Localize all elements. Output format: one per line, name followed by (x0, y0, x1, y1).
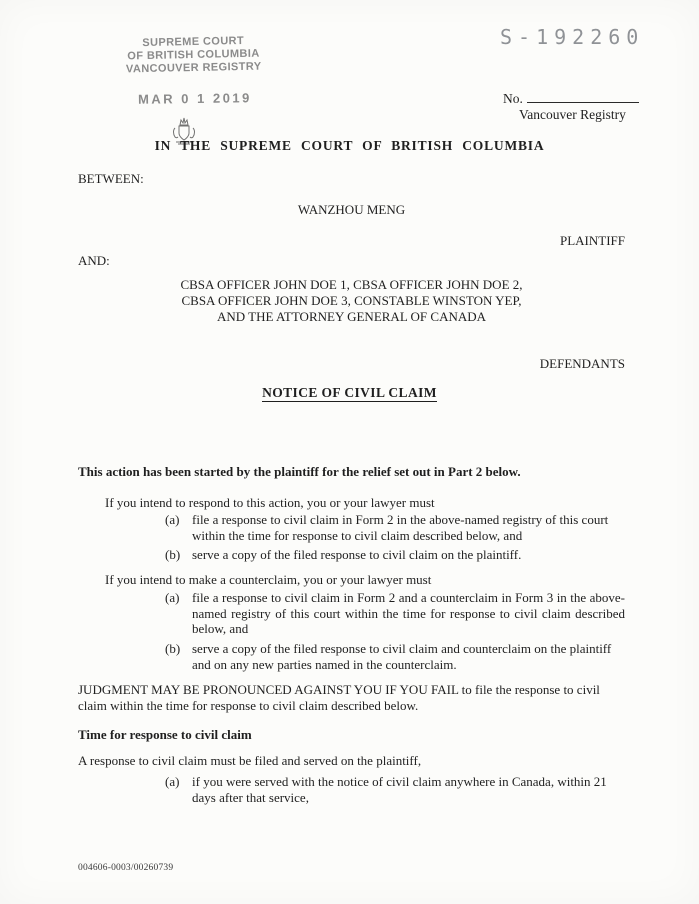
plaintiff-name: WANZHOU MENG (297, 202, 406, 217)
date-stamp: MAR 0 1 2019 (137, 90, 252, 107)
registry-stamp-line1: SUPREME COURT (142, 34, 245, 50)
court-title: IN THE SUPREME COURT OF BRITISH COLUMBIA (154, 138, 545, 153)
defendants-line1: CBSA OFFICER JOHN DOE 1, CBSA OFFICER JOHN DOE 2, (180, 277, 523, 292)
respond-item-a (78, 512, 625, 543)
no-label: No. (503, 91, 523, 106)
counterclaim-item-a-label: (a) (165, 590, 180, 605)
respond-item-a-text: file a response to civil claim in Form 2 in the above-named registry of this court within the time for response to civil claim described below, and (192, 512, 609, 543)
document-title: NOTICE OF CIVIL CLAIM (262, 385, 437, 400)
defendants-role-label: DEFENDANTS (539, 356, 625, 371)
between-label: BETWEEN: (78, 171, 144, 186)
respond-item-b (78, 547, 625, 563)
registry-name: Vancouver Registry (519, 107, 626, 122)
case-number-stamp: S-192260 (500, 25, 645, 49)
registry-stamp-line2: OF BRITISH COLUMBIA (127, 47, 260, 63)
registry-stamp-line3: VANCOUVER REGISTRY (125, 60, 262, 76)
and-label: AND: (78, 253, 110, 268)
counterclaim-lead: If you intend to make a counterclaim, you or your lawyer must (105, 572, 432, 587)
registry-stamp (96, 34, 292, 77)
counterclaim-item-b-text: serve a copy of the filed response to civil claim and counterclaim on the plaintiff and on any new parties named in the counterclaim. (192, 641, 612, 672)
file-number-underline (527, 101, 639, 103)
time-item-a-label: (a) (165, 774, 180, 789)
respond-lead: If you intend to respond to this action, you or your lawyer must (105, 495, 435, 510)
page-footer-file-number: 004606-0003/00260739 (78, 863, 174, 873)
defendants-names (78, 277, 625, 325)
defendants-line2: CBSA OFFICER JOHN DOE 3, CONSTABLE WINSTON YEP, (181, 293, 522, 308)
time-item-a (78, 774, 625, 805)
respond-item-a-label: (a) (165, 512, 180, 527)
time-section-heading: Time for response to civil claim (78, 727, 252, 742)
time-item-a-text: if you were served with the notice of civil claim anywhere in Canada, within 21 days after that service, (192, 774, 607, 805)
time-section-lead: A response to civil claim must be filed and served on the plaintiff, (78, 753, 422, 768)
plaintiff-role-label: PLAINTIFF (559, 233, 625, 248)
counterclaim-item-a-text: file a response to civil claim in Form 2 and a counterclaim in Form 3 in the above-named registry of this court within the time for response to civil claim described below, and (192, 590, 625, 636)
intro-sentence: This action has been started by the plaintiff for the relief set out in Part 2 below. (78, 464, 521, 479)
counterclaim-item-a (78, 590, 625, 637)
court-file-number-line (503, 91, 639, 107)
counterclaim-item-b (78, 641, 625, 672)
counterclaim-item-b-label: (b) (165, 641, 181, 656)
judgment-warning: JUDGMENT MAY BE PRONOUNCED AGAINST YOU IF YOU FAIL to file the response to civil claim within the time for response to civil claim described below. (78, 682, 600, 713)
respond-item-b-text: serve a copy of the filed response to civil claim on the plaintiff. (192, 547, 522, 562)
defendants-line3: AND THE ATTORNEY GENERAL OF CANADA (216, 309, 487, 324)
respond-item-b-label: (b) (165, 547, 181, 562)
